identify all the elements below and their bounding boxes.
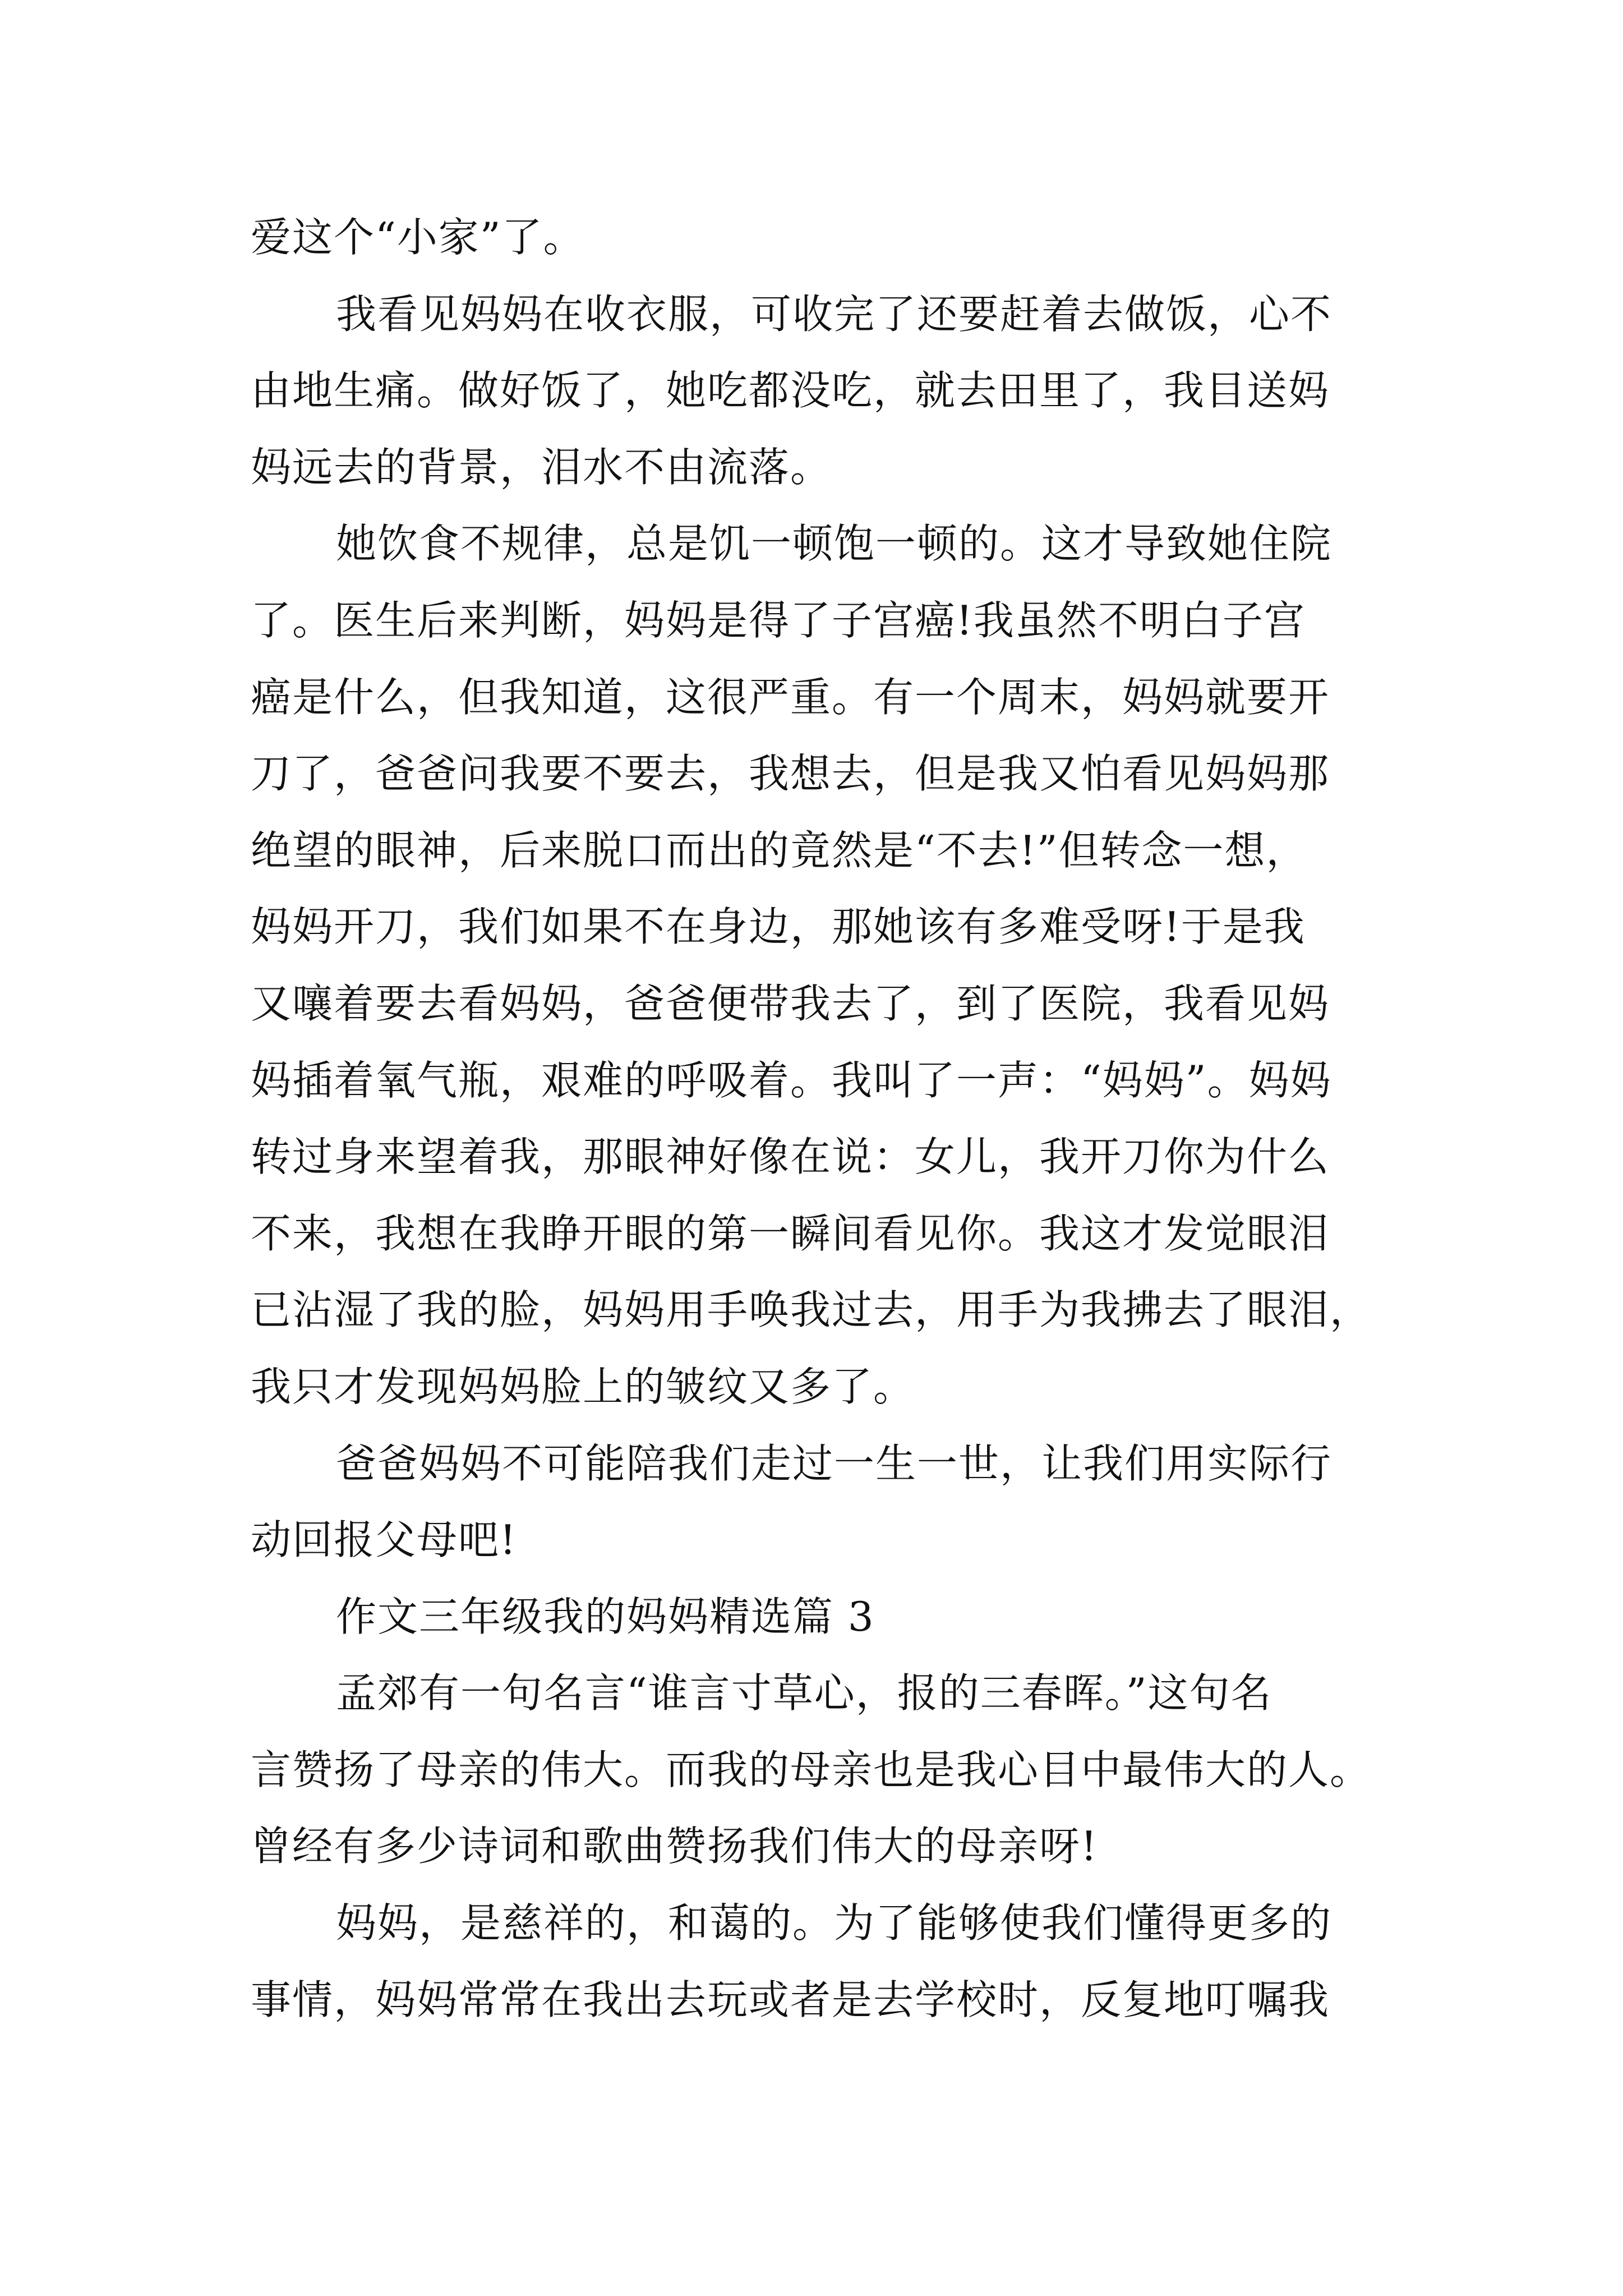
text-line: 癌是什么，但我知道，这很严重。有一个周末，妈妈就要开 — [251, 673, 1330, 721]
section-heading: 作文三年级我的妈妈精选篇 3 — [336, 1593, 875, 1640]
text-line: 妈妈开刀，我们如果不在身边，那她该有多难受呀!于是我 — [251, 903, 1306, 951]
text-line: 转过身来望着我，那眼神好像在说：女儿，我开刀你为什么 — [251, 1133, 1330, 1181]
text-line: 妈远去的背景，泪水不由流落。 — [251, 443, 832, 491]
text-line: 又嚷着要去看妈妈，爸爸便带我去了，到了医院，我看见妈 — [251, 979, 1330, 1027]
text-line: 爱这个“小家”了。 — [251, 214, 585, 261]
text-line: 爸爸妈妈不可能陪我们走过一生一世，让我们用实际行 — [336, 1439, 1332, 1487]
text-line: 已沾湿了我的脸，妈妈用手唤我过去，用手为我拂去了眼泪， — [251, 1286, 1372, 1334]
text-line: 由地生痛。做好饭了，她吃都没吃，就去田里了，我目送妈 — [251, 367, 1330, 415]
text-line: 孟郊有一句名言“谁言寸草心，报的三春晖。”这句名 — [336, 1669, 1272, 1717]
text-line: 绝望的眼神，后来脱口而出的竟然是“不去!”但转念一想， — [251, 826, 1308, 874]
text-line: 动回报父母吧! — [251, 1516, 517, 1564]
text-line: 曾经有多少诗词和歌曲赞扬我们伟大的母亲呀! — [251, 1823, 1098, 1870]
text-line: 不来，我想在我睁开眼的第一瞬间看见你。我这才发觉眼泪 — [251, 1209, 1330, 1257]
text-line: 事情，妈妈常常在我出去玩或者是去学校时，反复地叮嘱我 — [251, 1976, 1330, 2023]
text-line: 妈妈，是慈祥的，和蔼的。为了能够使我们懂得更多的 — [336, 1899, 1332, 1947]
text-line: 我只才发现妈妈脸上的皱纹又多了。 — [251, 1363, 915, 1410]
text-line: 我看见妈妈在收衣服，可收完了还要赶着去做饭，心不 — [336, 290, 1332, 338]
text-line: 言赞扬了母亲的伟大。而我的母亲也是我心目中最伟大的人。 — [251, 1746, 1372, 1793]
text-line: 了。医生后来判断，妈妈是得了子宫癌!我虽然不明白子宫 — [251, 596, 1306, 644]
text-line: 妈插着氧气瓶，艰难的呼吸着。我叫了一声：“妈妈”。妈妈 — [251, 1056, 1332, 1104]
text-line: 她饮食不规律，总是饥一顿饱一顿的。这才导致她住院 — [336, 520, 1332, 568]
document-body — [251, 199, 1392, 2038]
text-line: 刀了，爸爸问我要不要去，我想去，但是我又怕看见妈妈那 — [251, 750, 1330, 798]
